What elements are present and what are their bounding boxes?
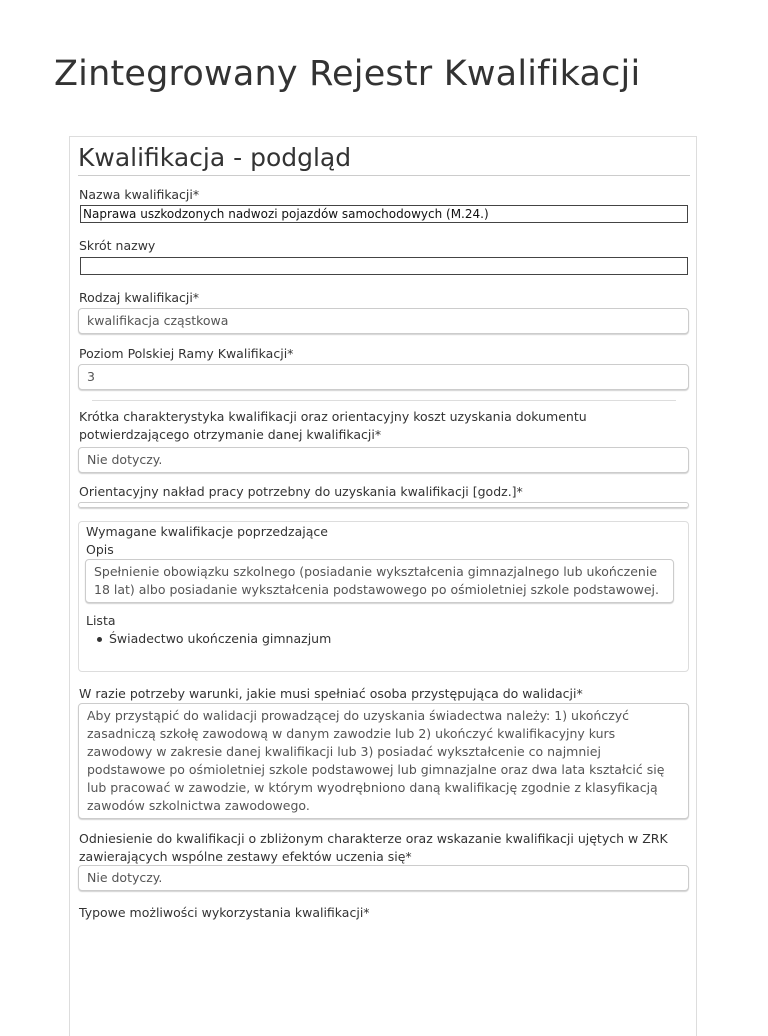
name-input[interactable] (80, 205, 688, 223)
qualification-panel (69, 136, 697, 1036)
list-item (86, 630, 331, 648)
prerequisites-group (78, 521, 689, 672)
prerequisites-description: Spełnienie obowiązku szkolnego (posiadanie wykształcenia gimnazjalnego lub ukończenie 18 lat) albo posiadanie wykształcenia podstawowego po ośmioletniej szkole podstawowej. (85, 559, 674, 603)
bullet-icon (97, 637, 102, 642)
type-value: kwalifikacja cząstkowa (78, 308, 689, 334)
characteristics-value: Nie dotyczy. (78, 447, 689, 473)
level-value: 3 (78, 364, 689, 390)
validation-conditions-label: W razie potrzeby warunki, jakie musi spełniać osoba przystępująca do walidacji* (79, 686, 583, 701)
related-qualifications-value: Nie dotyczy. (78, 865, 689, 891)
short-name-label: Skrót nazwy (79, 238, 156, 253)
workload-label: Orientacyjny nakład pracy potrzebny do uzyskania kwalifikacji [godz.]* (79, 484, 523, 499)
usage-label: Typowe możliwości wykorzystania kwalifikacji* (79, 905, 370, 920)
type-label: Rodzaj kwalifikacji* (79, 290, 200, 305)
workload-value (78, 502, 689, 508)
prerequisites-list (86, 630, 331, 648)
name-label: Nazwa kwalifikacji* (79, 187, 200, 202)
section-divider (92, 400, 676, 401)
validation-conditions-value: Aby przystąpić do walidacji prowadzącej do uzyskania świadectwa należy: 1) ukończyć zasadniczą szkołę zawodową w danym zawodzie lub 2) ukończyć kwalifikacyjny kurs zawodowy w zakresie danej kwalifikacji lub 3) posiadać wykształcenie co najmniej podstawowe po ośmioletniej szkole podstawowej lub gimnazjalne oraz dwa lata kształcić się lub pracować w zawodzie, w którym wyodrębniono daną kwalifikację zgodnie z klasyfikacją zawodów szkolnictwa zawodowego. (78, 703, 689, 819)
page-title: Zintegrowany Rejestr Kwalifikacji (54, 54, 641, 94)
section-heading: Kwalifikacja - podgląd (78, 143, 690, 176)
prerequisites-description-label: Opis (86, 542, 114, 557)
level-label: Poziom Polskiej Ramy Kwalifikacji* (79, 346, 294, 361)
prerequisites-list-label: Lista (86, 613, 116, 628)
prerequisites-heading: Wymagane kwalifikacje poprzedzające (86, 524, 328, 539)
short-name-input[interactable] (80, 257, 688, 275)
list-item-text: Świadectwo ukończenia gimnazjum (109, 631, 332, 646)
related-qualifications-label: Odniesienie do kwalifikacji o zbliżonym charakterze oraz wskazanie kwalifikacji ujętych w ZRK zawierających wspólne zestawy efektów uczenia się* (79, 831, 668, 864)
characteristics-label: Krótka charakterystyka kwalifikacji oraz orientacyjny koszt uzyskania dokumentu potwierdzającego otrzymanie danej kwalifikacji* (79, 409, 587, 442)
